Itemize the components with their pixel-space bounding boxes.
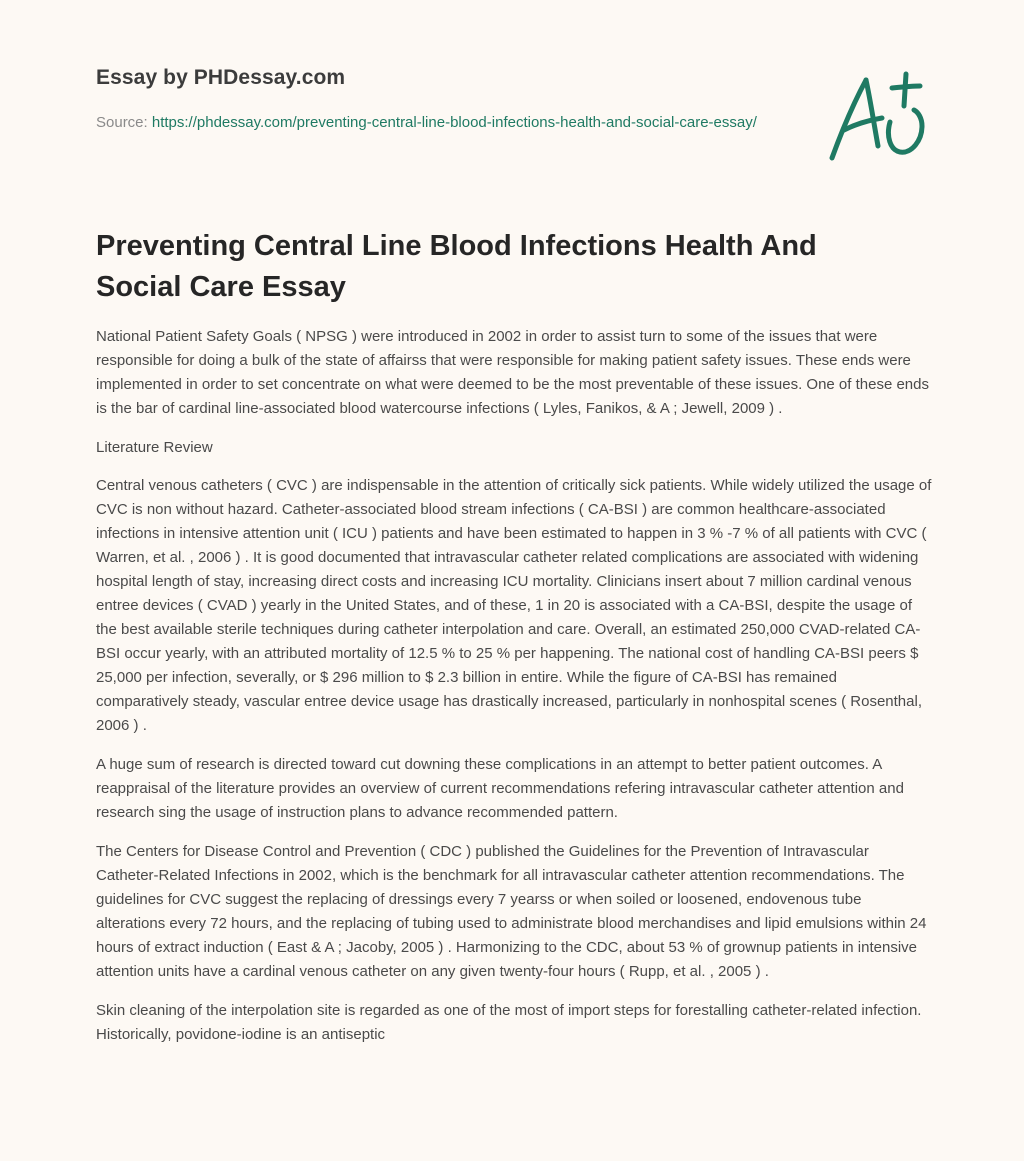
source-link[interactable]: https://phdessay.com/preventing-central-line-blood-infections-health-and-social-care-essay/ — [151, 114, 757, 131]
essay-paragraph: Skin cleaning of the interpolation site is regarded as one of the most of import steps for forestalling catheter-related infection. Historically, povidone-iodine is an antiseptic — [96, 1002, 922, 1043]
essay-paragraph: The Centers for Disease Control and Prevention ( CDC ) published the Guidelines for the Prevention of Intravascular Catheter-Related Infections in 2002, which is the benchmark for all intravascular catheter attention recommendations. The guidelines for CVC suggest the replacing of dressings every 7 yearss or when soiled or loosened, endovenous tube alterations every 72 hours, and the replacing of tubing used to administrate blood merchandises and lipid emulsions within 24 hours of extract induction ( East & A ; Jacoby, 2005 ) . Harmonizing to the CDC, about 53 % of grownup patients in intensive attention units have a cardinal venous catheter on any given twenty-four hours ( Rupp, et al. , 2005 ) . — [96, 843, 927, 980]
essay-paragraph: A huge sum of research is directed toward cut downing these complications in an attempt to better patient outcomes. A reappraisal of the literature provides an overview of current recommendations refering intravascular catheter attention and research sing the usage of instruction plans to advance recommended pattern. — [96, 756, 904, 821]
section-heading: Literature Review — [96, 439, 213, 456]
essay-body — [96, 325, 932, 1062]
site-title: Essay by PHDessay.com — [96, 66, 346, 89]
source-line — [96, 112, 786, 134]
essay-title: Preventing Central Line Blood Infections Health And Social Care Essay — [96, 230, 817, 303]
source-label: Source: — [96, 114, 148, 131]
essay-paragraph: National Patient Safety Goals ( NPSG ) were introduced in 2002 in order to assist turn to some of the issues that were responsible for doing a bulk of the state of affairss that were responsible for making patient safety issues. These ends were implemented in order to set concentrate on what were deemed to be the most preventable of these issues. One of these ends is the bar of cardinal line-associated blood watercourse infections ( Lyles, Fanikos, & A ; Jewell, 2009 ) . — [96, 328, 929, 417]
a-plus-logo-icon — [826, 66, 936, 166]
essay-paragraph: Central venous catheters ( CVC ) are indispensable in the attention of critically sick patients. While widely utilized the usage of CVC is non without hazard. Catheter-associated blood stream infections ( CA-BSI ) are common healthcare-associated infections in intensive attention unit ( ICU ) patients and have been estimated to happen in 3 % -7 % of all patients with CVC ( Warren, et al. , 2006 ) . It is good documented that intravascular catheter related complications are associated with widening hospital length of stay, increasing direct costs and increasing ICU mortality. Clinicians insert about 7 million cardinal venous entree devices ( CVAD ) yearly in the United States, and of these, 1 in 20 is associated with a CA-BSI, despite the usage of the best available sterile techniques during catheter interpolation and care. Overall, an estimated 250,000 CVAD-related CA-BSI occur yearly, with an attributed mortality of 12.5 % to 25 % per happening. The national cost of handling CA-BSI peers $ 25,000 per infection, severally, or $ 296 million to $ 2.3 billion in entire. While the figure of CA-BSI has remained comparatively steady, vascular entree device usage has drastically increased, particularly in nonhospital scenes ( Rosenthal, 2006 ) . — [96, 477, 932, 734]
